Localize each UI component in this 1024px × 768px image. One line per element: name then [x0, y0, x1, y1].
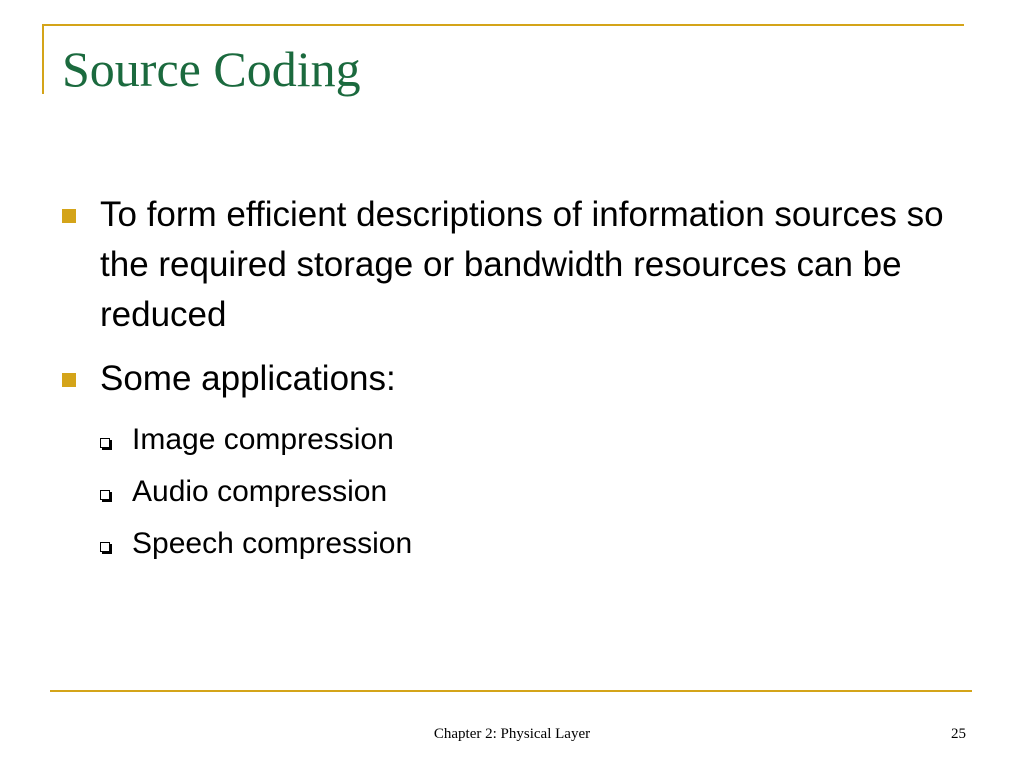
footer-divider — [50, 690, 972, 692]
sub-bullet-item — [100, 522, 962, 566]
page-number: 25 — [951, 726, 966, 742]
bullet-text: Some applications: — [100, 359, 396, 398]
hollow-square-bullet-icon — [100, 542, 110, 552]
sub-bullet-text: Image compression — [132, 423, 394, 456]
filled-square-bullet-icon — [62, 209, 76, 223]
filled-square-bullet-icon — [62, 373, 76, 387]
slide-content — [62, 190, 962, 574]
hollow-square-bullet-icon — [100, 438, 110, 448]
left-accent-line — [42, 24, 44, 94]
bullet-text: To form efficient descriptions of information sources so the required storage or bandwidth resources can be reduced — [100, 195, 944, 334]
hollow-square-bullet-icon — [100, 490, 110, 500]
sub-bullet-item — [100, 418, 962, 462]
bullet-item — [62, 354, 962, 404]
top-accent-line — [42, 24, 964, 26]
sub-bullet-item — [100, 470, 962, 514]
footer-chapter-label: Chapter 2: Physical Layer — [433, 726, 591, 742]
sub-bullet-text: Speech compression — [132, 527, 413, 560]
sub-bullet-text: Audio compression — [132, 475, 388, 508]
slide-title: Source Coding — [62, 41, 361, 97]
bullet-item — [62, 190, 962, 340]
